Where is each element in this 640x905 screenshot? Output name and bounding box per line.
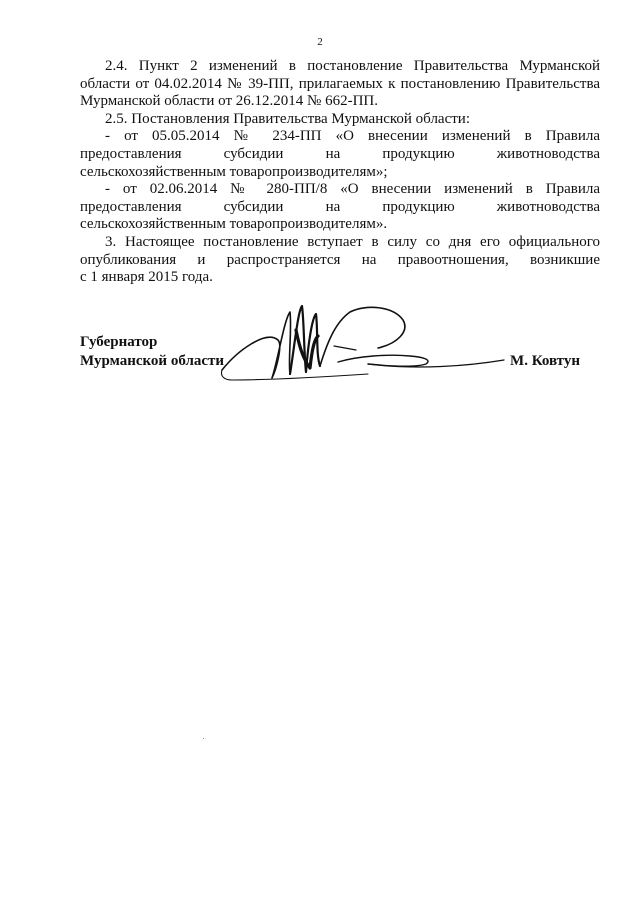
paragraph-line: сельскохозяйственным товаропроизводителям»; [80,163,388,180]
paragraph-3 [80,234,600,287]
paragraph-line: сельскохозяйственным товаропроизводителям». [80,216,388,233]
signatory-title [80,333,224,371]
signatory-title-line: Губернатор [80,334,158,350]
paragraph-line: предоставления субсидии на продукцию животноводства [80,198,600,215]
paragraph-line: предоставления субсидии на продукцию животноводства [80,145,600,162]
list-item-234-pp [80,128,600,181]
paragraph-line: 2.5. Постановления Правительства Мурманской области: [105,110,470,127]
signatory-name: М. Ковтун [510,353,580,369]
paragraph-2-5 [80,111,600,129]
document-body [80,58,600,287]
paragraph-line: - от 02.06.2014 № 280-ПП/8 «О внесении изменений в Правила [105,181,600,198]
signatory-title-line: Мурманской области [80,353,225,369]
paragraph-line: - от 05.05.2014 № 234-ПП «О внесении изменений в Правила [105,128,600,145]
page-number: 2 [317,36,323,48]
scan-speck [203,738,204,739]
paragraph-line: Мурманской области от 26.12.2014 № 662-ПП. [80,93,378,110]
paragraph-line: с 1 января 2015 года. [80,269,213,286]
handwritten-signature [218,300,508,390]
paragraph-line: 3. Настоящее постановление вступает в силу со дня его официального [105,233,600,250]
signature-block [80,333,600,403]
paragraph-line: области от 04.02.2014 № 39-ПП, прилагаемых к постановлению Правительства [80,75,600,92]
list-item-280-pp [80,181,600,234]
paragraph-line: 2.4. Пункт 2 изменений в постановление Правительства Мурманской [105,58,600,74]
paragraph-line: опубликования и распространяется на правоотношения, возникшие [80,251,600,268]
paragraph-2-4 [80,58,600,111]
